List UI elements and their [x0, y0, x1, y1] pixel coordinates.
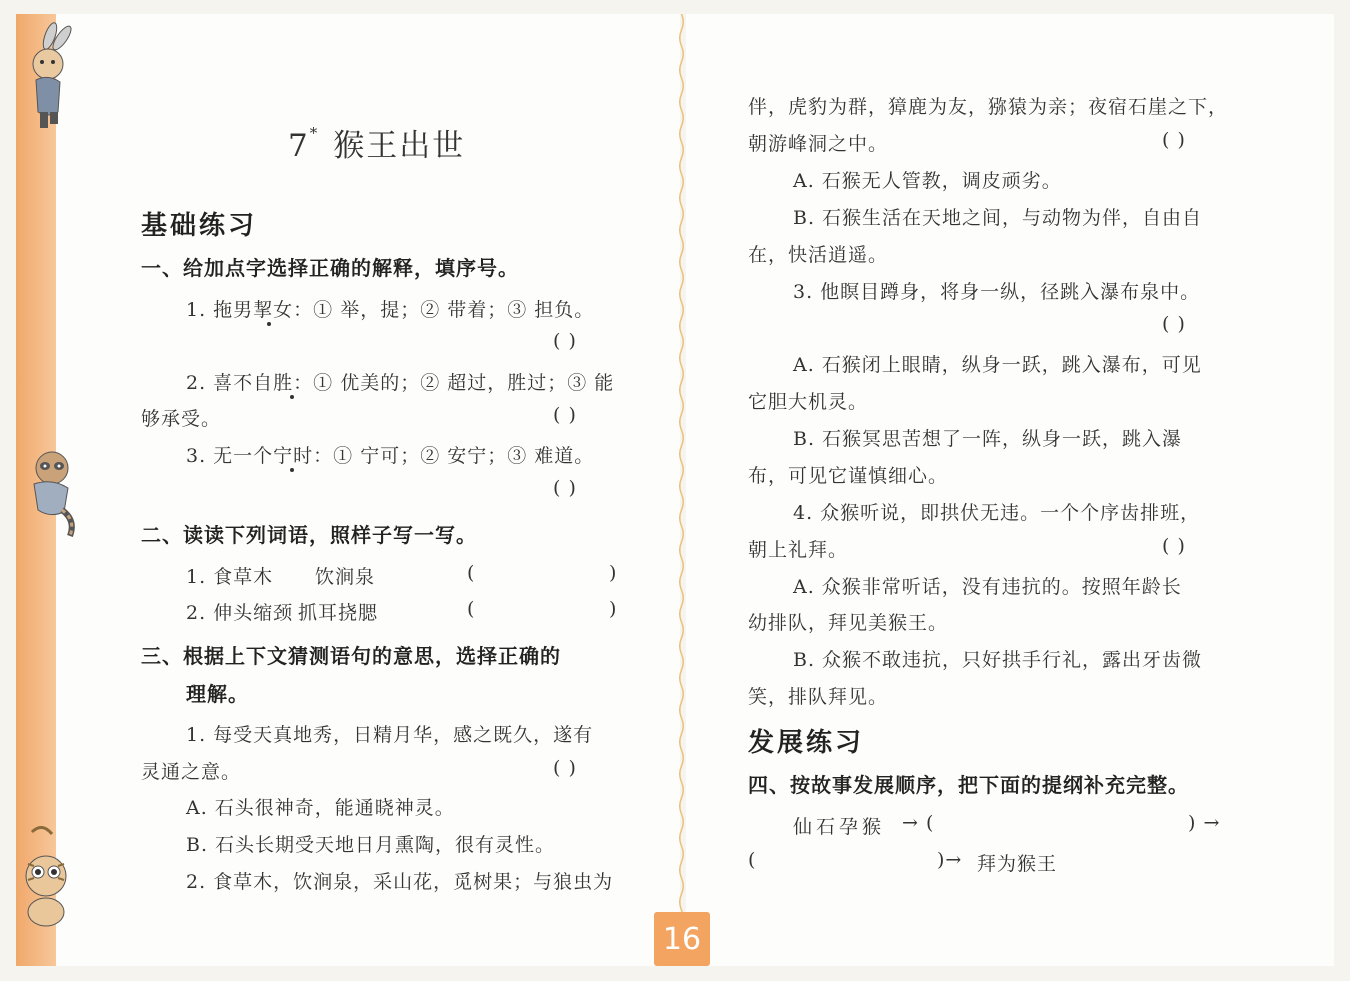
option-b-line2: 笑，排队拜见。 — [748, 686, 889, 708]
rabbit-illustration — [14, 22, 78, 134]
book-spine-wave — [677, 14, 686, 966]
blank-close-arrow: ) → — [1188, 812, 1221, 834]
question-3-item-4-line2: 朝上礼拜。 — [748, 539, 849, 561]
option-b-line2: 布，可见它谨慎细心。 — [748, 465, 949, 487]
right-page — [686, 14, 1334, 966]
raccoon-illustration — [14, 440, 78, 540]
question-2-item-2-b: 抓耳挠腮 — [298, 602, 379, 624]
question-3-item-1-line2: 灵通之意。 — [141, 761, 242, 783]
question-3-item-2-line2: 伴，虎豹为群，獐鹿为友，猕猿为亲；夜宿石崖之下， — [748, 96, 1229, 118]
answer-blank[interactable]: ( ) — [553, 757, 577, 779]
option-a-line1: A. 石猴闭上眼睛，纵身一跃，跳入瀑布，可见 — [793, 354, 1202, 376]
answer-blank[interactable]: ( ) — [553, 330, 577, 352]
answer-blank[interactable]: ( ) — [1162, 313, 1186, 335]
question-1-item-2-line2: 够承受。 — [141, 408, 222, 430]
question-3-item-1-line1: 1. 每受天真地秀，日精月华，感之既久，遂有 — [186, 724, 594, 746]
lesson-title — [288, 120, 465, 165]
option-b-line1: B. 众猴不敢违抗，只好拱手行礼，露出牙齿微 — [793, 649, 1203, 671]
answer-blank[interactable]: ( ) — [553, 477, 577, 499]
option-a-line2: 它胆大机灵。 — [748, 391, 869, 413]
question-3-title-line1: 三、根据上下文猜测语句的意思，选择正确的 — [141, 644, 561, 668]
optional-lesson-mark: * — [309, 124, 320, 142]
question-3-title-line2: 理解。 — [186, 682, 249, 706]
question-2-item-1-b: 饮涧泉 — [315, 566, 376, 588]
answer-blank-open[interactable]: ( — [467, 562, 476, 584]
answer-blank-close: ) — [609, 562, 618, 584]
blank-open[interactable]: ( — [748, 849, 757, 871]
question-1-item-3: 3. 无一个宁时：① 宁可；② 安宁；③ 难道。 — [186, 445, 595, 467]
answer-blank[interactable]: ( ) — [1162, 535, 1186, 557]
question-1-title: 一、给加点字选择正确的解释，填序号。 — [141, 256, 519, 280]
lesson-number: 7 — [288, 128, 310, 164]
question-2-item-1-a: 1. 食草木 — [186, 566, 274, 588]
question-2-title: 二、读读下列词语，照样子写一写。 — [141, 523, 477, 547]
option-a-line2: 幼排队，拜见美猴王。 — [748, 612, 949, 634]
question-1-item-1: 1. 拖男挈女：① 举，提；② 带着；③ 担负。 — [186, 299, 595, 321]
answer-blank[interactable]: ( ) — [553, 404, 577, 426]
option-b: B. 石头长期受天地日月熏陶，很有灵性。 — [186, 834, 556, 856]
option-a-line1: A. 众猴非常听话，没有违抗的。按照年龄长 — [793, 576, 1182, 598]
arrow-and-blank-open[interactable]: → ( — [902, 812, 935, 834]
section-basic-practice: 基础练习 — [141, 211, 258, 241]
option-b-line1: B. 石猴冥思苦想了一阵，纵身一跃，跳入瀑 — [793, 428, 1183, 450]
option-a: A. 石头很神奇，能通晓神灵。 — [186, 797, 455, 819]
question-2-item-2-a: 2. 伸头缩颈 — [186, 602, 294, 624]
option-b-line2: 在，快活逍遥。 — [748, 244, 889, 266]
answer-blank-close: ) — [609, 598, 618, 620]
option-b-line1: B. 石猴生活在天地之间，与动物为伴，自由自 — [793, 207, 1203, 229]
emphasis-dot — [267, 322, 271, 326]
emphasis-dot — [290, 395, 294, 399]
lesson-title-text: 猴王出世 — [333, 128, 466, 164]
section-development-practice: 发展练习 — [748, 728, 865, 758]
answer-blank-open[interactable]: ( — [467, 598, 476, 620]
question-3-item-3: 3. 他瞑目蹲身，将身一纵，径跳入瀑布泉中。 — [793, 281, 1201, 303]
outline-step-final: 拜为猴王 — [977, 853, 1058, 875]
option-a: A. 石猴无人管教，调皮顽劣。 — [793, 170, 1062, 192]
question-1-item-2-line1: 2. 喜不自胜：① 优美的；② 超过，胜过；③ 能 — [186, 372, 615, 394]
outline-step-1: 仙石孕猴 — [793, 816, 886, 838]
page-number: 16 — [654, 912, 710, 966]
question-3-item-4-line1: 4. 众猴听说，即拱伏无违。一个个序齿排班， — [793, 502, 1201, 524]
answer-blank[interactable]: ( ) — [1162, 129, 1186, 151]
question-3-item-2-line1: 2. 食草木，饮涧泉，采山花，觅树果；与狼虫为 — [186, 871, 614, 893]
tiger-illustration — [12, 820, 78, 932]
question-4-title: 四、按故事发展顺序，把下面的提纲补充完整。 — [748, 773, 1189, 797]
emphasis-dot — [290, 468, 294, 472]
blank-close-arrow: )→ — [937, 849, 963, 871]
question-3-item-2-line3: 朝游峰洞之中。 — [748, 133, 889, 155]
